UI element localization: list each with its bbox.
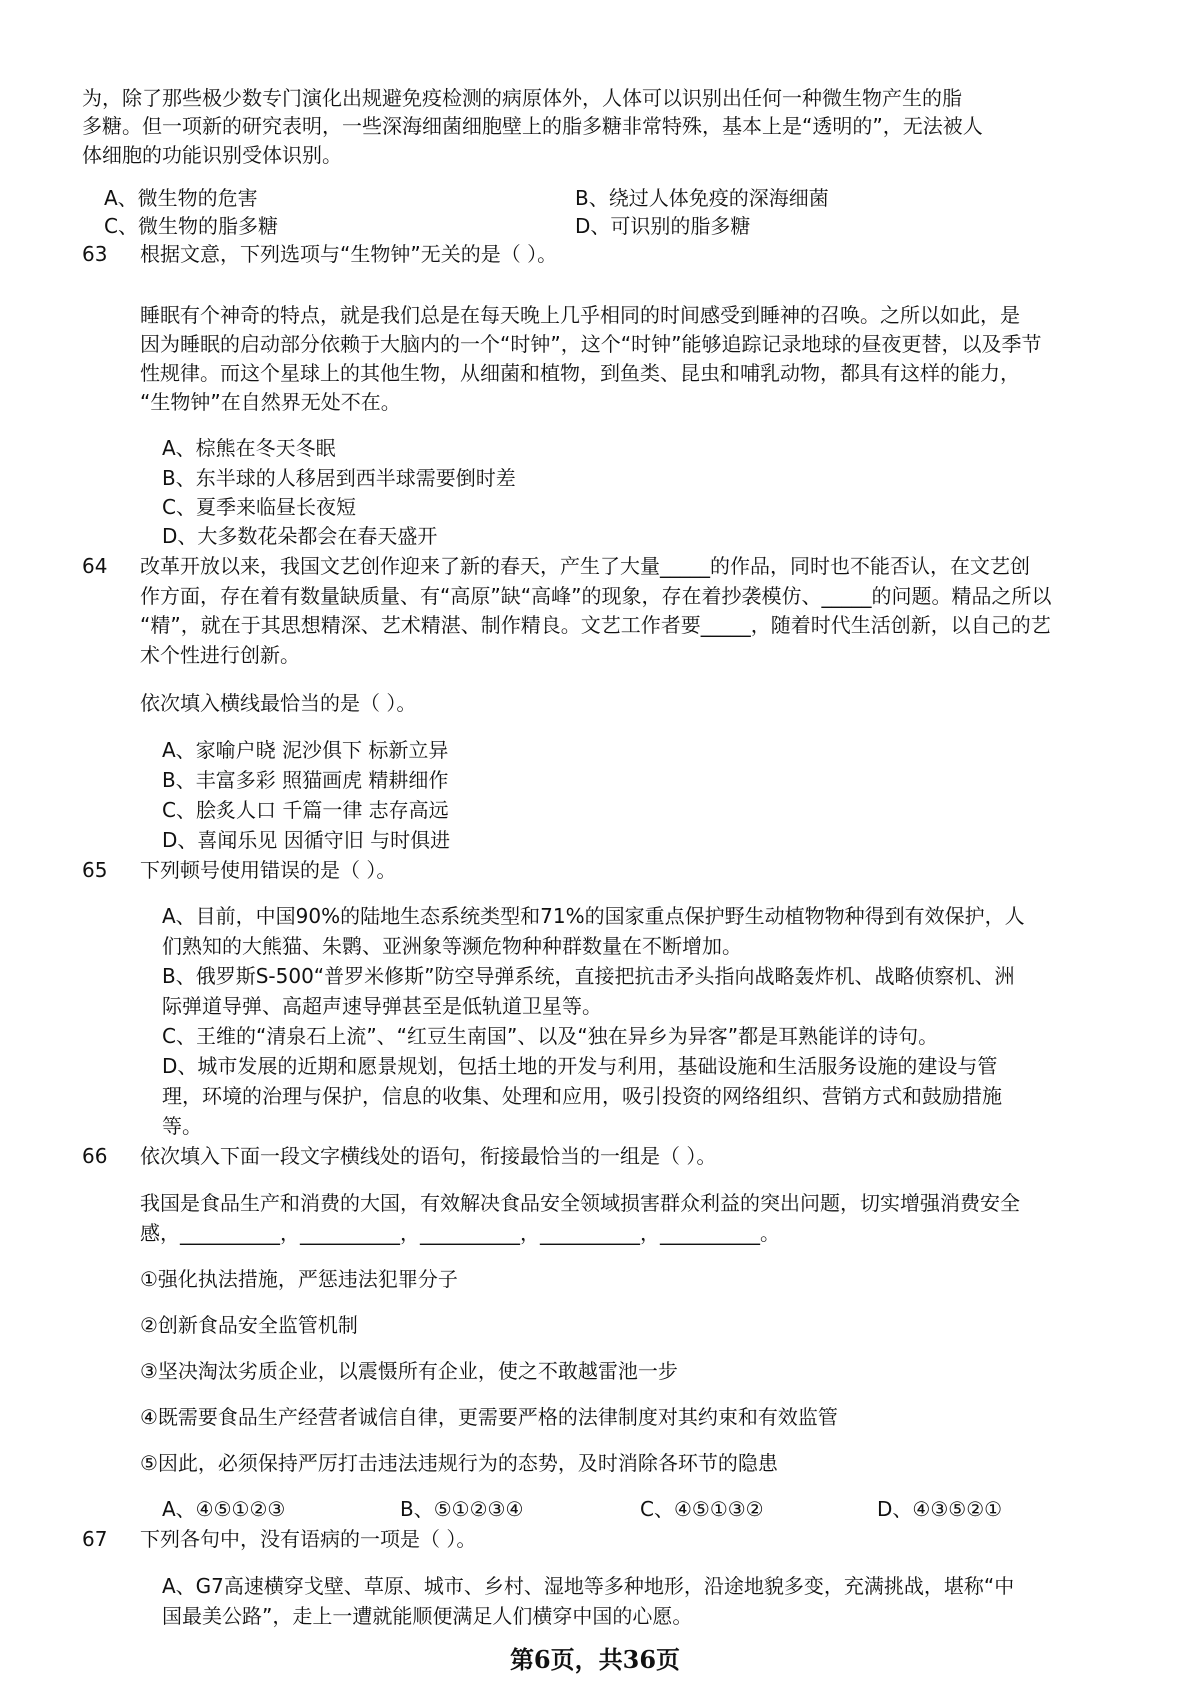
- q66-option-c: C、④⑤①③②: [640, 1497, 764, 1521]
- q67-stem: 下列各句中，没有语病的一项是（ ）。: [140, 1527, 477, 1551]
- q63-option-d: D、大多数花朵都会在春天盛开: [162, 524, 438, 548]
- intro-line-2: 多糖。但一项新的研究表明，一些深海细菌细胞壁上的脂多糖非常特殊，基本上是“透明的”，无法被人: [82, 114, 983, 138]
- q64-passage-line-2: 作方面，存在着有数量缺质量、有“高原”缺“高峰”的现象，存在着抄袭模仿、_____的问题。精品之所以: [140, 584, 1052, 608]
- question-number-67: 67: [82, 1527, 108, 1551]
- q65-option-d-line-3: 等。: [162, 1114, 202, 1138]
- question-number-65: 65: [82, 858, 108, 882]
- q65-stem: 下列顿号使用错误的是（ ）。: [140, 858, 397, 882]
- question-number-63: 63: [82, 242, 108, 266]
- intro-line-1: 为，除了那些极少数专门演化出规避免疫检测的病原体外，人体可以识别出任何一种微生物产生的脂: [82, 86, 962, 110]
- question-number-66: 66: [82, 1144, 108, 1168]
- intro-option-a: A、微生物的危害: [104, 186, 258, 210]
- q65-option-b-line-1: B、俄罗斯S-500“普罗米修斯”防空导弹系统，直接把抗击矛头指向战略轰炸机、战略侦察机、洲: [162, 964, 1015, 988]
- q65-option-a-line-2: 们熟知的大熊猫、朱鹮、亚洲象等濒危物种种群数量在不断增加。: [162, 934, 742, 958]
- q63-passage-line-1: 睡眠有个神奇的特点，就是我们总是在每天晚上几乎相同的时间感受到睡神的召唤。之所以如此，是: [140, 303, 1020, 327]
- q64-passage-line-3: “精”，就在于其思想精深、艺术精湛、制作精良。文艺工作者要_____，随着时代生活创新，以自己的艺: [140, 613, 1051, 637]
- q66-option-d: D、④③⑤②①: [877, 1497, 1003, 1521]
- intro-option-b: B、绕过人体免疫的深海细菌: [575, 186, 829, 210]
- intro-option-c: C、微生物的脂多糖: [104, 214, 278, 238]
- q64-stem: 依次填入横线最恰当的是（ ）。: [140, 691, 417, 715]
- q65-option-d-line-2: 理，环境的治理与保护，信息的收集、处理和应用，吸引投资的网络组织、营销方式和鼓励措施: [162, 1084, 1002, 1108]
- q63-stem: 根据文意，下列选项与“生物钟”无关的是（ ）。: [140, 242, 558, 266]
- q63-option-b: B、东半球的人移居到西半球需要倒时差: [162, 466, 516, 490]
- q66-item-2: ②创新食品安全监管机制: [140, 1313, 358, 1337]
- q66-item-5: ⑤因此，必须保持严厉打击违法违规行为的态势，及时消除各环节的隐患: [140, 1451, 778, 1475]
- q64-option-d: D、喜闻乐见 因循守旧 与时俱进: [162, 828, 451, 852]
- q65-option-d-line-1: D、城市发展的近期和愿景规划，包括土地的开发与利用，基础设施和生活服务设施的建设与管: [162, 1054, 998, 1078]
- q66-option-a: A、④⑤①②③: [162, 1497, 286, 1521]
- q65-option-b-line-2: 际弹道导弹、高超声速导弹甚至是低轨道卫星等。: [162, 994, 602, 1018]
- q64-passage-line-4: 术个性进行创新。: [140, 643, 300, 667]
- q63-option-a: A、棕熊在冬天冬眠: [162, 436, 336, 460]
- q66-item-4: ④既需要食品生产经营者诚信自律，更需要严格的法律制度对其约束和有效监管: [140, 1405, 838, 1429]
- q63-passage-line-4: “生物钟”在自然界无处不在。: [140, 390, 401, 414]
- q65-option-c: C、王维的“清泉石上流”、“红豆生南国”、以及“独在异乡为异客”都是耳熟能详的诗句。: [162, 1024, 939, 1048]
- question-number-64: 64: [82, 554, 108, 578]
- q64-option-a: A、家喻户晓 泥沙俱下 标新立异: [162, 738, 449, 762]
- q66-item-3: ③坚决淘汰劣质企业，以震慑所有企业，使之不敢越雷池一步: [140, 1359, 678, 1383]
- q66-passage-line-1: 我国是食品生产和消费的大国，有效解决食品安全领域损害群众利益的突出问题，切实增强消费安全: [140, 1191, 1020, 1215]
- q67-option-a-line-2: 国最美公路”，走上一遭就能顺便满足人们横穿中国的心愿。: [162, 1604, 693, 1628]
- q63-option-c: C、夏季来临昼长夜短: [162, 495, 356, 519]
- q67-option-a-line-1: A、G7高速横穿戈壁、草原、城市、乡村、湿地等多种地形，沿途地貌多变，充满挑战，堪称“中: [162, 1574, 1015, 1598]
- q65-option-a-line-1: A、目前，中国90%的陆地生态系统类型和71%的国家重点保护野生动植物物种得到有效保护，人: [162, 904, 1025, 928]
- page-footer: 第6页，共36页: [509, 1645, 681, 1674]
- q64-passage-line-1: 改革开放以来，我国文艺创作迎来了新的春天，产生了大量_____的作品，同时也不能否认，在文艺创: [140, 554, 1030, 578]
- q66-item-1: ①强化执法措施，严惩违法犯罪分子: [140, 1267, 458, 1291]
- intro-option-d: D、可识别的脂多糖: [575, 214, 751, 238]
- q63-passage-line-3: 性规律。而这个星球上的其他生物，从细菌和植物，到鱼类、昆虫和哺乳动物，都具有这样的能力，: [140, 361, 1020, 385]
- q64-option-b: B、丰富多彩 照猫画虎 精耕细作: [162, 768, 449, 792]
- q64-option-c: C、脍炙人口 千篇一律 志存高远: [162, 798, 449, 822]
- q66-stem: 依次填入下面一段文字横线处的语句，衔接最恰当的一组是（ ）。: [140, 1144, 717, 1168]
- intro-line-3: 体细胞的功能识别受体识别。: [82, 143, 342, 167]
- q66-option-b: B、⑤①②③④: [400, 1497, 524, 1521]
- q66-passage-line-2: 感，__________，__________，__________，__________，__________。: [140, 1221, 780, 1245]
- q63-passage-line-2: 因为睡眠的启动部分依赖于大脑内的一个“时钟”，这个“时钟”能够追踪记录地球的昼夜更替，以及季节: [140, 332, 1042, 356]
